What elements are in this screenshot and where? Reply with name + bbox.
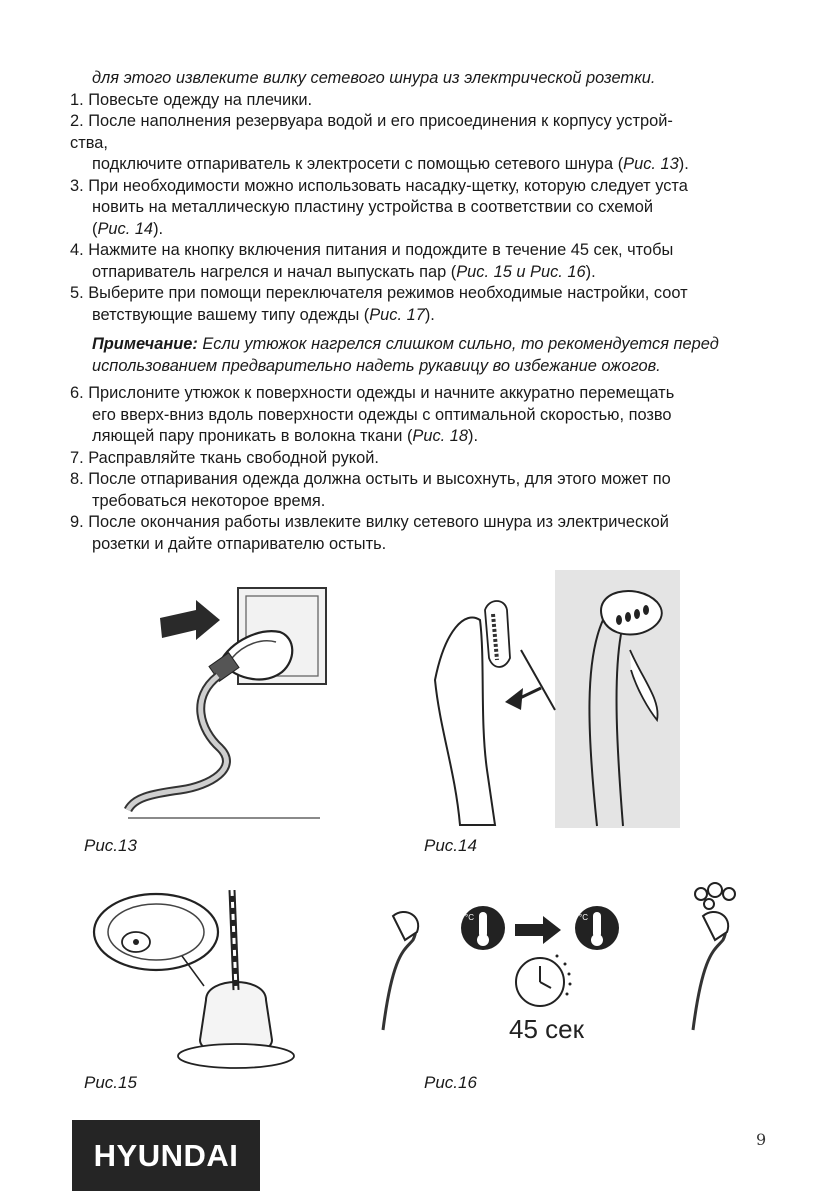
step-3-cont: новить на металлическую пластину устройства в соответствии со схемой [92, 198, 653, 216]
note-label: Примечание: [92, 335, 198, 353]
caption-fig14: Рис.14 [424, 836, 477, 855]
step-2-cont2: подключите отпариватель к электросети с помощью сетевого шнура (Рис. 13). [92, 155, 689, 173]
note: Примечание: Если утюжок нагрелся слишком сильно, то рекомендуется перед использованием предварительно надеть рукавицу во избежание ожогов. [92, 335, 719, 375]
step-6: 6. Прислоните утюжок к поверхности одежды и начните аккуратно перемещать [70, 384, 675, 402]
step-2: 2. После наполнения резервуара водой и его присоединения к корпусу устрой- [70, 112, 673, 130]
svg-text:°C: °C [579, 913, 588, 922]
step-6-cont: его вверх-вниз вдоль поверхности одежды с оптимальной скоростью, позво [92, 405, 672, 424]
step-9-cont: розетки и дайте отпаривателю остыть. [92, 534, 387, 553]
brand-logo: HYUNDAI [72, 1120, 260, 1191]
step-8: 8. После отпаривания одежда должна остыть и высохнуть, для этого может по [70, 470, 671, 488]
step-3: 3. При необходимости можно использовать насадку-щетку, которую следует уста [70, 176, 688, 195]
figure-13-plug-illustration [120, 580, 335, 825]
step-4-cont: отпариватель нагрелся и начал выпускать пар (Рис. 15 и Рис. 16). [92, 262, 596, 281]
figure-15-power-button-illustration [86, 890, 296, 1070]
step-6-cont2: ляющей пару проникать в волокна ткани (Рис. 18). [92, 427, 479, 445]
page-number: 9 [756, 1130, 767, 1149]
caption-fig15: Рис.15 [84, 1073, 137, 1092]
intro-line: для этого извлеките вилку сетевого шнура из электрической розетки. [92, 69, 656, 87]
caption-fig16: Рис.16 [424, 1073, 477, 1092]
step-5-cont: ветствующие вашему типу одежды (Рис. 17). [92, 305, 435, 324]
fig16-time-label: 45 сек [509, 1014, 584, 1044]
instructions-text [70, 68, 780, 555]
step-8-cont: требоваться некоторое время. [92, 491, 326, 510]
svg-text:°C: °C [465, 913, 474, 922]
caption-fig13: Рис.13 [84, 836, 137, 855]
step-7: 7. Расправляйте ткань свободной рукой. [70, 448, 379, 467]
figure-14-brush-illustration [425, 570, 680, 830]
figure-16-heating-illustration [365, 880, 755, 1055]
step-4: 4. Нажмите на кнопку включения питания и подождите в течение 45 сек, чтобы [70, 241, 674, 259]
step-1: 1. Повесьте одежду на плечики. [70, 90, 313, 109]
step-2-cont: ства, [70, 133, 108, 152]
step-5: 5. Выберите при помощи переключателя режимов необходимые настройки, соот [70, 284, 688, 302]
step-3-cont2: (Рис. 14). [92, 219, 164, 238]
step-9: 9. После окончания работы извлеките вилку сетевого шнура из электрической [70, 513, 669, 531]
